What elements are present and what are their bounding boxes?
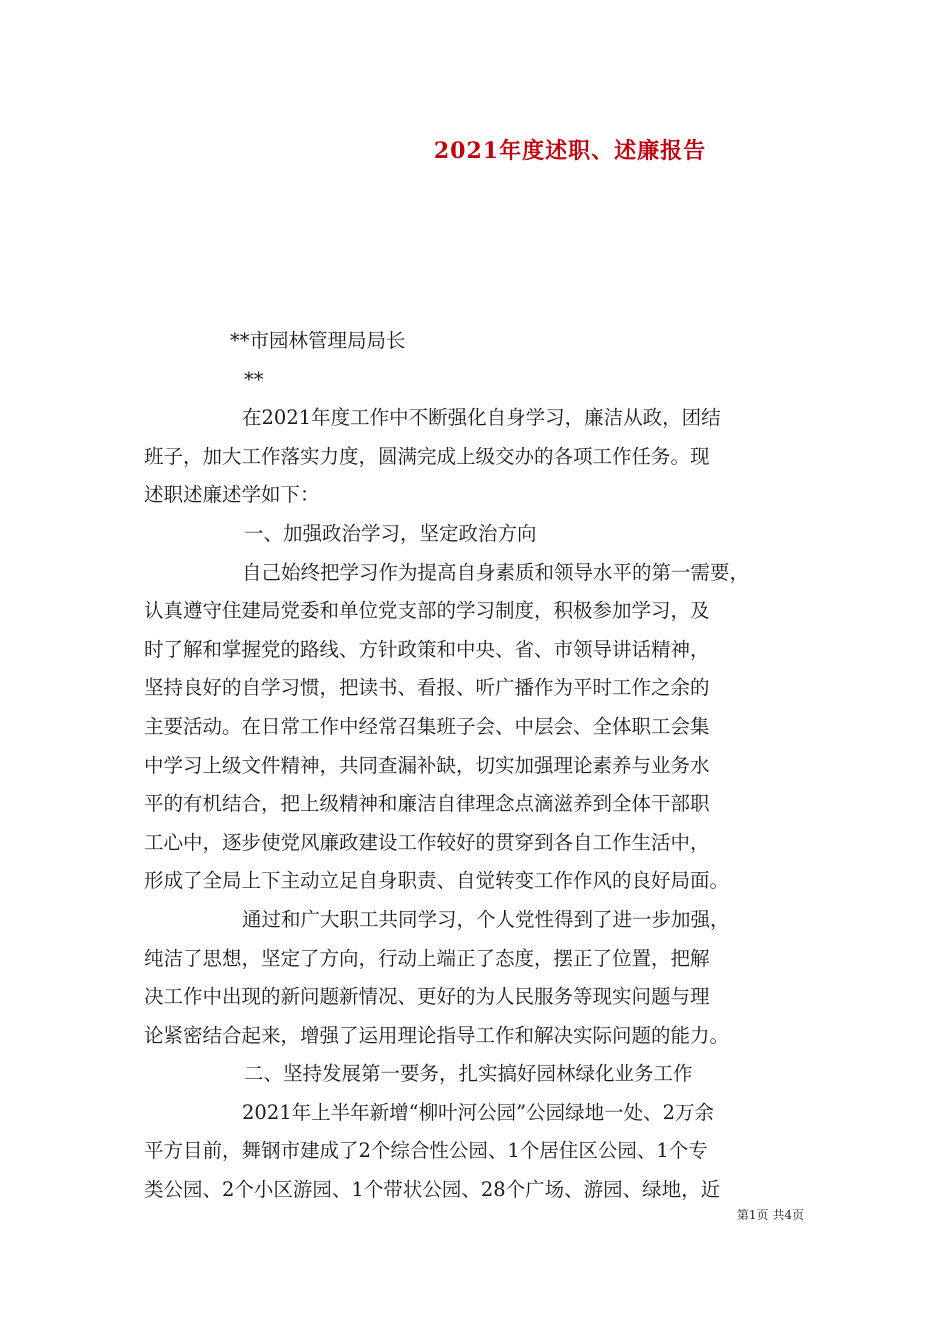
text-line: 决工作中出现的新问题新情况、更好的为人民服务等现实问题与理 — [144, 985, 710, 1009]
section-heading: 二、坚持发展第一要务，扎实搞好园林绿化业务工作 — [244, 1062, 693, 1086]
text-line: 类公园、2个小区游园、1个带状公园、28个广场、游园、绿地，近 — [144, 1178, 721, 1202]
text-line: 主要活动。在日常工作中经常召集班子会、中层会、全体职工会集 — [144, 714, 710, 738]
text-line: 平方目前，舞钢市建成了2个综合性公园、1个居住区公园、1个专 — [144, 1139, 708, 1163]
document-body — [144, 322, 808, 1210]
text-line: 坚持良好的自学习惯，把读书、看报、听广播作为平时工作之余的 — [144, 676, 710, 700]
text-line: 论紧密结合起来，增强了运用理论指导工作和解决实际问题的能力。 — [144, 1023, 730, 1047]
text-line: 通过和广大职工共同学习，个人党性得到了进一步加强， — [242, 907, 730, 931]
text-line: 述职述廉述学如下： — [144, 483, 320, 507]
document-title: 2021年度述职、述廉报告 — [433, 138, 707, 164]
section-heading: 一、加强政治学习，坚定政治方向 — [244, 521, 537, 545]
text-line: 班子，加大工作落实力度，圆满完成上级交办的各项工作任务。现 — [144, 444, 710, 468]
text-line: 在2021年度工作中不断强化自身学习，廉洁从政，团结 — [242, 406, 721, 430]
text-line: 工心中，逐步使党风廉政建设工作较好的贯穿到各自工作生活中， — [144, 830, 710, 854]
text-line: 中学习上级文件精神，共同查漏补缺，切实加强理论素养与业务水 — [144, 753, 710, 777]
text-line: 认真遵守住建局党委和单位党支部的学习制度，积极参加学习，及 — [144, 599, 710, 623]
text-line: 2021年上半年新增“柳叶河公园”公园绿地一处、2万余 — [242, 1100, 714, 1124]
text-line: 纯洁了思想，坚定了方向，行动上端正了态度，摆正了位置，把解 — [144, 946, 710, 970]
author-name: ** — [244, 367, 264, 391]
text-line: 时了解和掌握党的路线、方针政策和中央、省、市领导讲话精神， — [144, 637, 710, 661]
author-line: **市园林管理局局长 — [230, 329, 406, 352]
text-line: 平的有机结合，把上级精神和廉洁自律理念点滴滋养到全体干部职 — [144, 792, 710, 816]
page-number: 第1页 共4页 — [736, 1208, 804, 1222]
text-line: 形成了全局上下主动立足自身职责、自觉转变工作作风的良好局面。 — [144, 869, 730, 893]
text-line: 自己始终把学习作为提高自身素质和领导水平的第一需要， — [242, 560, 750, 584]
